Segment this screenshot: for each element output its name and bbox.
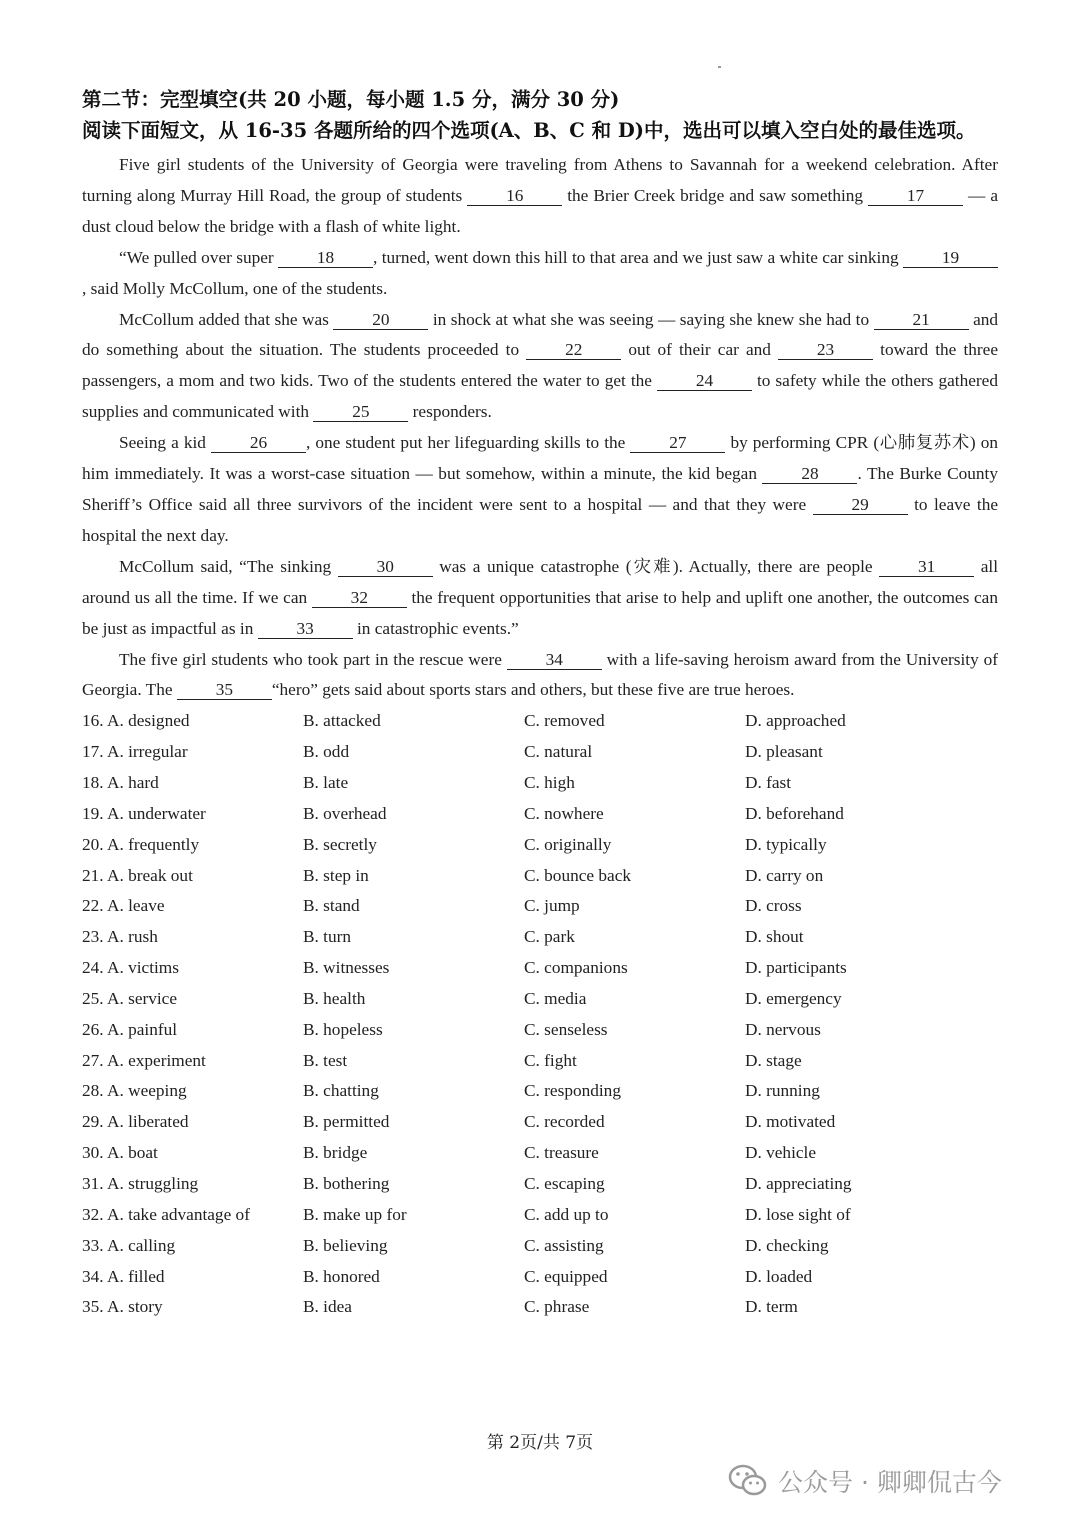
blank-28: 28 (762, 465, 857, 484)
blank-20: 20 (333, 311, 428, 330)
option-c: C. jump (524, 896, 580, 916)
blank-19: 19 (903, 249, 998, 268)
option-row (82, 1231, 998, 1262)
option-c: C. nowhere (524, 803, 604, 823)
blank-33: 33 (258, 620, 353, 639)
scan-speck (718, 66, 721, 68)
option-b: B. bothering (303, 1173, 390, 1193)
passage-text: by performing CPR (心肺复苏术) on him immediately. It was a worst-case situation — but somehow, within a minute, the kid began (82, 433, 999, 484)
passage-paragraph (82, 552, 998, 645)
option-d: D. beforehand (745, 803, 844, 823)
blank-21: 21 (874, 311, 969, 330)
option-b: B. secretly (303, 834, 377, 854)
option-d: D. checking (745, 1235, 829, 1255)
option-d: D. vehicle (745, 1143, 817, 1163)
option-a: 31. A. struggling (82, 1173, 199, 1193)
option-row (82, 1138, 998, 1169)
option-a: 27. A. experiment (82, 1050, 206, 1070)
option-row (82, 1015, 998, 1046)
option-a: 29. A. liberated (82, 1112, 189, 1132)
passage-text: all around us all the time. If we can (82, 556, 998, 607)
option-b: B. chatting (303, 1081, 379, 1101)
passage-text: the frequent opportunities that arise to help and uplift one another, the outcomes can be just as impactful as in (82, 587, 998, 638)
wechat-icon (728, 1464, 768, 1498)
option-a: 34. A. filled (82, 1266, 165, 1286)
option-c: C. park (524, 927, 575, 947)
option-a: 32. A. take advantage of (82, 1204, 250, 1224)
option-c: C. originally (524, 834, 612, 854)
option-a: 18. A. hard (82, 773, 159, 792)
passage-text: — a dust cloud below the bridge with a flash of white light. (82, 185, 998, 236)
option-c: C. assisting (524, 1235, 604, 1255)
option-row (82, 830, 998, 861)
option-a: 23. A. rush (82, 927, 158, 947)
option-c: C. senseless (524, 1019, 608, 1039)
passage-paragraph (82, 150, 998, 243)
blank-27: 27 (630, 434, 725, 453)
cloze-passage (82, 150, 998, 706)
option-c: C. recorded (524, 1112, 605, 1132)
passage-text: , one student put her lifeguarding skills to the (305, 433, 631, 453)
option-b: B. stand (303, 896, 360, 916)
option-d: D. typically (745, 834, 827, 854)
option-a: 30. A. boat (82, 1143, 158, 1163)
blank-31: 31 (879, 558, 974, 577)
passage-text: in shock at what she was seeing — saying she knew she had to (428, 309, 874, 329)
option-d: D. shout (745, 927, 804, 947)
blank-30: 30 (338, 558, 433, 577)
blank-17: 17 (868, 187, 963, 206)
option-row (82, 1262, 998, 1293)
option-row (82, 799, 998, 830)
option-d: D. stage (745, 1050, 802, 1070)
option-d: D. appreciating (745, 1173, 852, 1193)
option-b: B. hopeless (303, 1019, 383, 1039)
blank-29: 29 (813, 496, 908, 515)
blank-32: 32 (312, 589, 407, 608)
passage-text: and do something about the situation. The students proceeded to (82, 309, 999, 360)
option-d: D. cross (745, 896, 802, 916)
option-d: D. carry on (745, 865, 824, 885)
option-d: D. running (745, 1081, 820, 1101)
blank-18: 18 (278, 249, 373, 268)
watermark-text: 公众号 · 卿卿侃古今 (778, 1468, 1002, 1497)
option-row (82, 737, 998, 768)
passage-text: Five girl students of the University of Georgia were traveling from Athens to Savannah for a weekend celebration. After turning along Murray Hill Road, the group of students (82, 155, 998, 205)
passage-paragraph (82, 428, 998, 552)
passage-text: to leave the hospital the next day. (82, 494, 998, 545)
option-c: C. high (524, 773, 575, 792)
passage-text: responders. (408, 402, 492, 422)
passage-text: was a unique catastrophe (灾难). Actually, there are people (432, 556, 880, 576)
option-a: 26. A. painful (82, 1019, 178, 1039)
option-b: B. test (303, 1050, 348, 1070)
option-b: B. honored (303, 1266, 380, 1286)
option-c: C. responding (524, 1081, 621, 1101)
passage-text: “We pulled over super (119, 247, 279, 267)
option-c: C. removed (524, 711, 605, 731)
option-c: C. companions (524, 958, 628, 978)
option-row (82, 861, 998, 892)
option-b: B. idea (303, 1297, 352, 1317)
passage-text: , said Molly McCollum, one of the students. (82, 278, 388, 298)
option-a: 33. A. calling (82, 1235, 176, 1255)
blank-16: 16 (467, 187, 562, 206)
option-c: C. natural (524, 742, 593, 762)
passage-text: the Brier Creek bridge and saw something (562, 185, 869, 205)
option-a: 17. A. irregular (82, 742, 188, 762)
option-b: B. step in (303, 865, 369, 885)
option-b: B. make up for (303, 1204, 407, 1224)
passage-text: in catastrophic events.” (352, 618, 519, 638)
option-c: C. phrase (524, 1297, 590, 1317)
passage-paragraph (82, 243, 998, 305)
passage-text: Seeing a kid (119, 433, 211, 453)
option-c: C. escaping (524, 1173, 605, 1193)
option-b: B. health (303, 988, 366, 1008)
option-a: 22. A. leave (82, 896, 165, 916)
option-c: C. treasure (524, 1143, 599, 1163)
option-row (82, 1292, 998, 1323)
option-row (82, 768, 998, 799)
blank-24: 24 (657, 372, 752, 391)
option-row (82, 891, 998, 922)
option-d: D. loaded (745, 1266, 813, 1286)
option-row (82, 953, 998, 984)
answer-options (82, 706, 998, 1323)
passage-text: , turned, went down this hill to that area and we just saw a white car sinking (373, 247, 903, 267)
passage-text: “hero” gets said about sports stars and others, but these five are true heroes. (271, 680, 795, 700)
option-c: C. bounce back (524, 865, 632, 885)
option-row (82, 706, 998, 737)
option-d: D. term (745, 1297, 798, 1317)
option-row (82, 1200, 998, 1231)
section-title: 第二节：完型填空(共 20 小题，每小题 1.5 分，满分 30 分) (82, 88, 620, 111)
option-a: 20. A. frequently (82, 834, 200, 854)
option-b: B. overhead (303, 803, 387, 823)
passage-text: The five girl students who took part in the rescue were (119, 649, 507, 669)
option-b: B. turn (303, 927, 352, 947)
option-row (82, 1169, 998, 1200)
blank-26: 26 (211, 434, 306, 453)
option-row (82, 1046, 998, 1077)
option-d: D. motivated (745, 1112, 836, 1132)
option-a: 19. A. underwater (82, 803, 206, 823)
option-c: C. media (524, 988, 587, 1008)
option-d: D. pleasant (745, 742, 823, 762)
passage-text: McCollum said, “The sinking (119, 556, 338, 576)
exam-page (82, 84, 998, 1323)
page-number: 第 2页/共 7页 (486, 1433, 594, 1453)
option-d: D. emergency (745, 988, 842, 1008)
option-b: B. witnesses (303, 958, 390, 978)
option-row (82, 1076, 998, 1107)
option-d: D. fast (745, 773, 792, 792)
option-row (82, 984, 998, 1015)
option-d: D. lose sight of (745, 1204, 851, 1224)
passage-text: toward the three passengers, a mom and two kids. Two of the students entered the water to get the (82, 340, 998, 391)
passage-text: . The Burke County Sheriff’s Office said all three survivors of the incident were sent to a hospital — and that they were (82, 464, 998, 514)
option-a: 24. A. victims (82, 958, 179, 978)
option-a: 28. A. weeping (82, 1081, 187, 1101)
passage-paragraph (82, 645, 998, 707)
watermark (728, 1463, 1002, 1499)
option-c: C. equipped (524, 1266, 608, 1286)
option-c: C. add up to (524, 1204, 609, 1224)
option-c: C. fight (524, 1050, 577, 1070)
passage-text: out of their car and (621, 340, 779, 360)
option-a: 25. A. service (82, 988, 178, 1008)
option-row (82, 922, 998, 953)
option-d: D. nervous (745, 1019, 821, 1039)
passage-paragraph (82, 305, 998, 429)
passage-text: to safety while the others gathered supplies and communicated with (82, 371, 998, 422)
passage-text: McCollum added that she was (119, 309, 334, 329)
passage-text: with a life-saving heroism award from the University of Georgia. The (82, 649, 999, 700)
option-a: 35. A. story (82, 1297, 163, 1317)
option-b: B. late (303, 773, 349, 792)
blank-25: 25 (313, 403, 408, 422)
option-a: 21. A. break out (82, 865, 193, 885)
option-b: B. permitted (303, 1112, 390, 1132)
blank-22: 22 (526, 341, 621, 360)
blank-34: 34 (507, 651, 602, 670)
option-a: 16. A. designed (82, 711, 190, 731)
option-b: B. attacked (303, 711, 381, 731)
option-b: B. believing (303, 1235, 388, 1255)
option-row (82, 1107, 998, 1138)
option-d: D. participants (745, 958, 847, 978)
blank-23: 23 (778, 341, 873, 360)
option-b: B. odd (303, 742, 350, 762)
section-instruction: 阅读下面短文，从 16-35 各题所给的四个选项(A、B、C 和 D)中，选出可以填入空白处的最佳选项。 (82, 119, 976, 142)
option-b: B. bridge (303, 1143, 368, 1163)
blank-35: 35 (177, 681, 272, 700)
option-d: D. approached (745, 711, 846, 731)
